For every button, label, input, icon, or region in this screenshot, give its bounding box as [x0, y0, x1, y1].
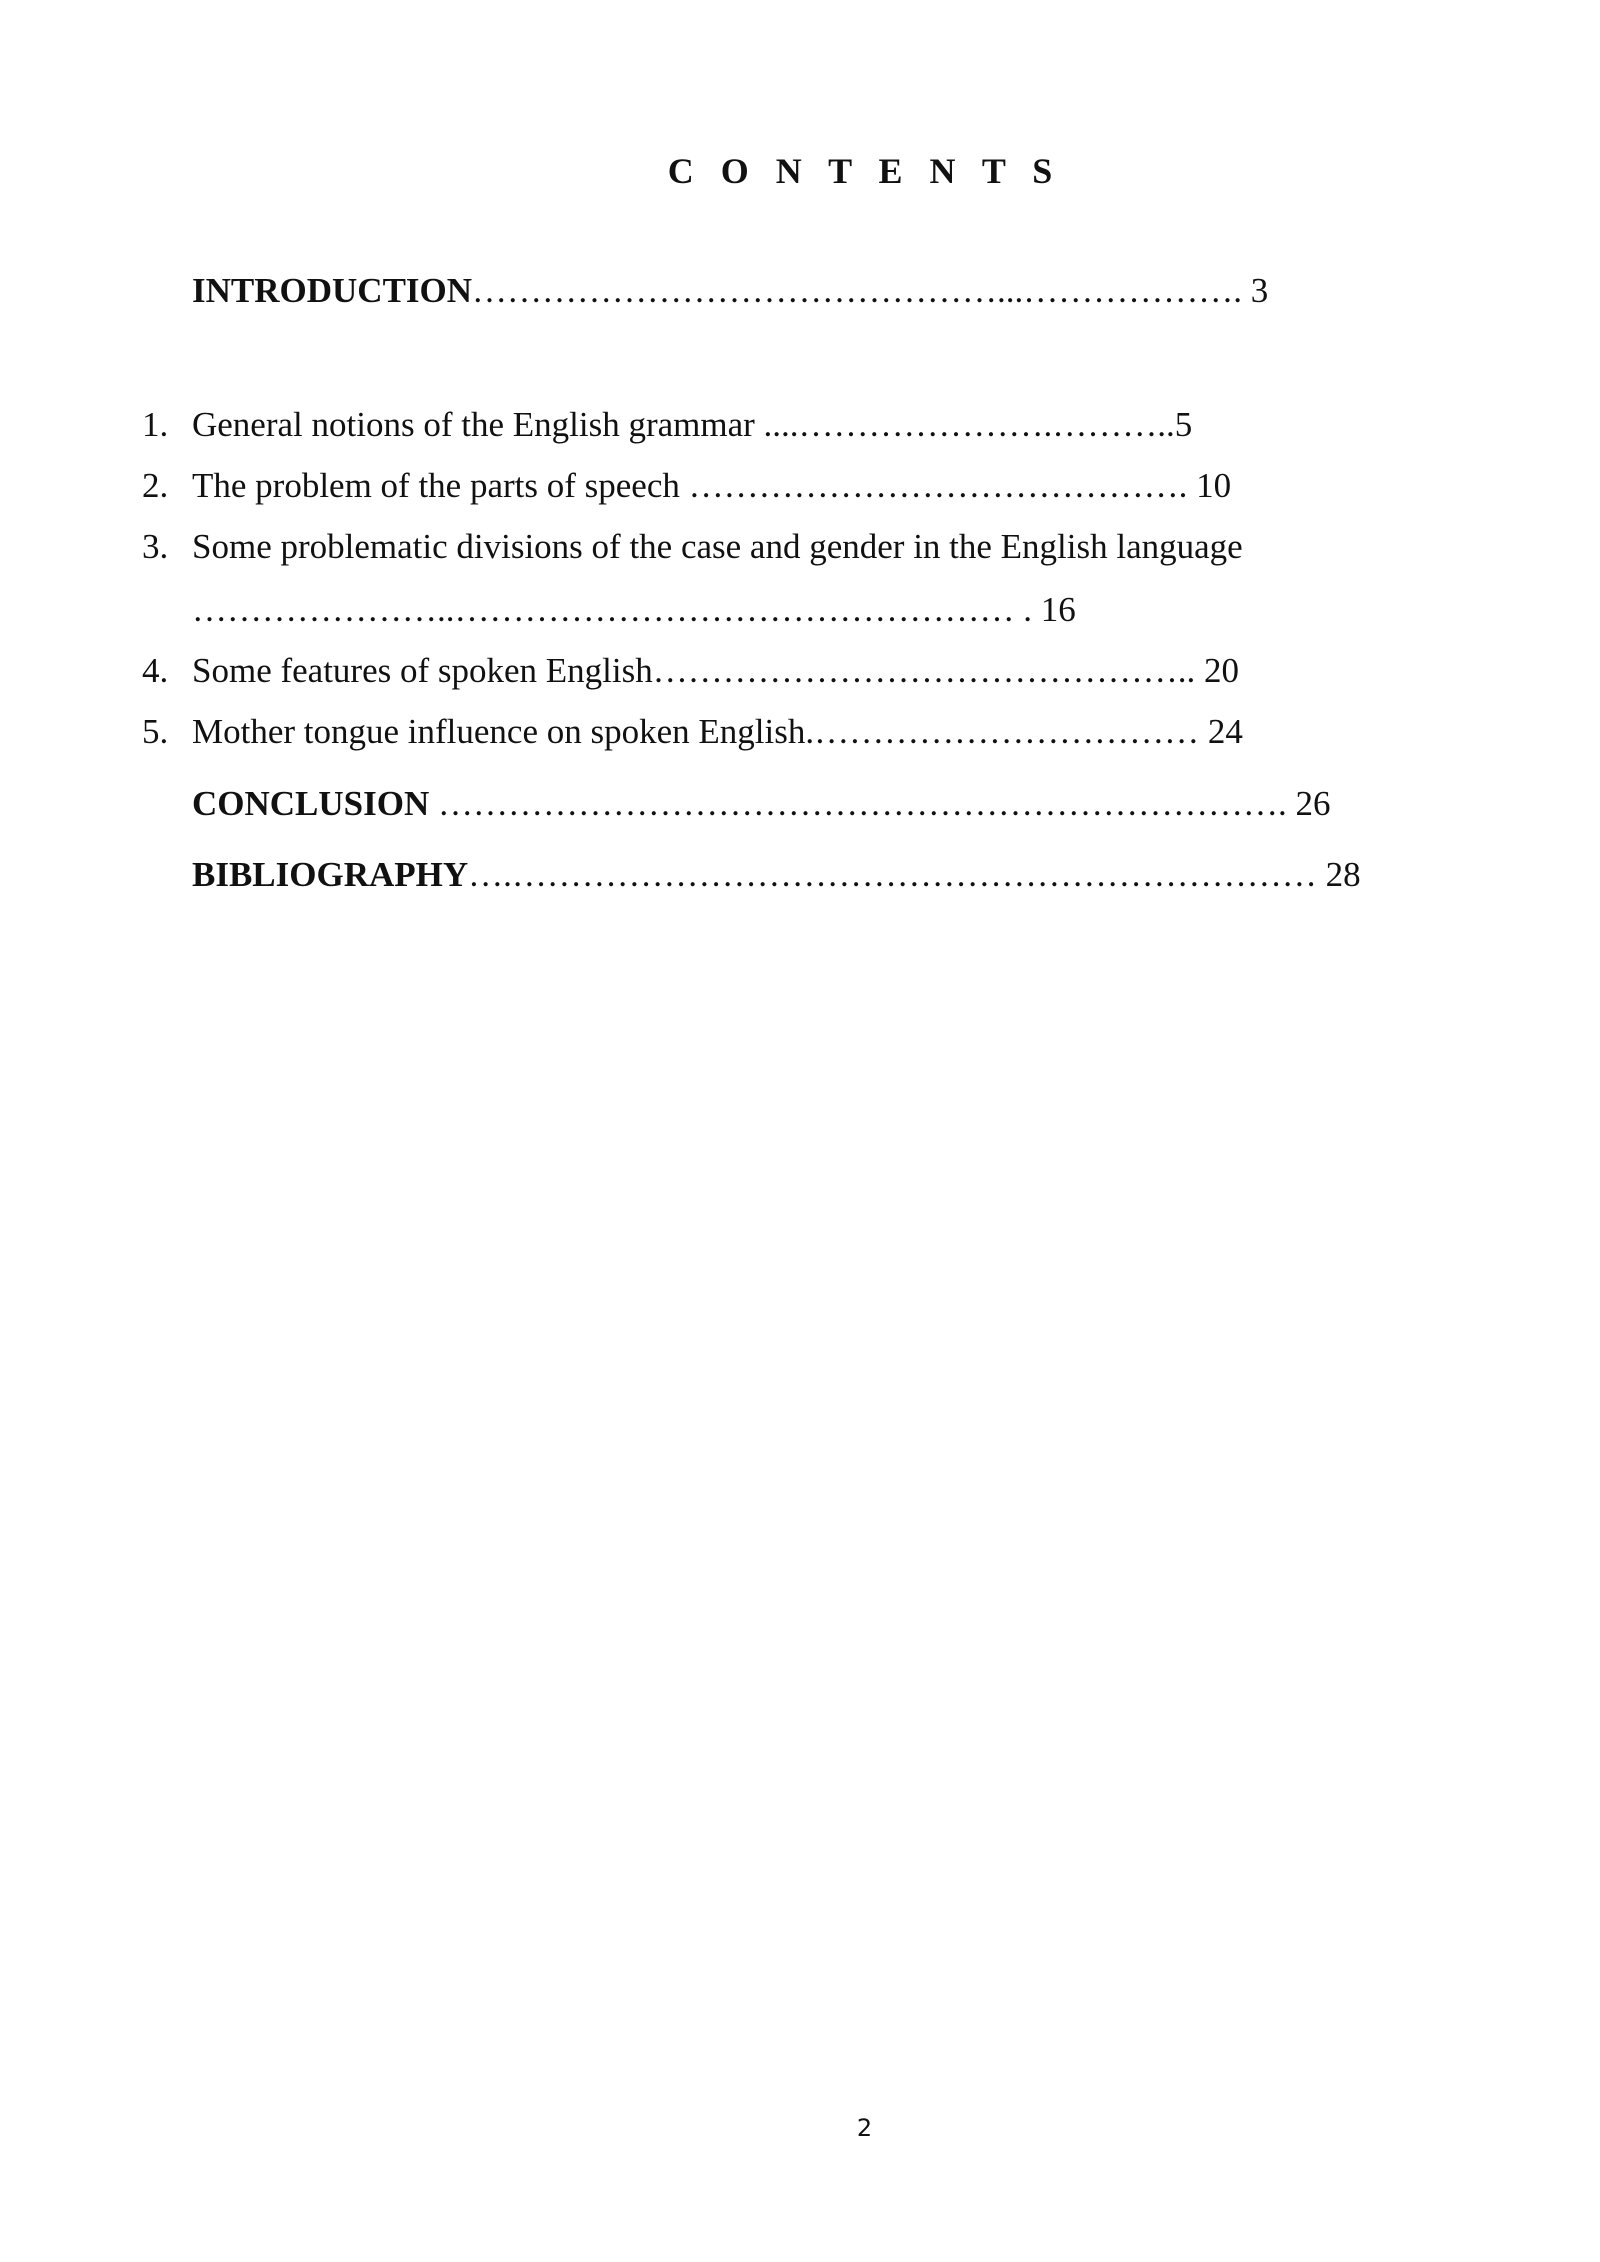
toc-entry-1[interactable]: [142, 403, 1193, 447]
toc-entry-3-continuation[interactable]: [192, 588, 1076, 632]
toc-item-number: 2.: [142, 466, 169, 505]
toc-entry-bibliography[interactable]: [192, 853, 1361, 897]
toc-item-title: Some problematic divisions of the case and gender in the English language: [192, 527, 1243, 566]
toc-leader: ……………………………………………………………….: [429, 784, 1287, 823]
toc-page-number: 16: [1032, 590, 1076, 629]
toc-label-introduction: INTRODUCTION: [192, 271, 473, 310]
toc-leader: …………………..………………………………………… .: [192, 590, 1032, 629]
toc-entry-2[interactable]: [142, 464, 1232, 508]
toc-leader: ……………………………: [814, 712, 1200, 751]
toc-item-title: General notions of the English grammar ...: [192, 405, 790, 444]
toc-entry-3[interactable]: [142, 525, 1243, 569]
toc-item-title: Mother tongue influence on spoken English.: [192, 712, 815, 751]
toc-page-number: 10: [1187, 466, 1232, 505]
toc-label-bibliography: BIBLIOGRAPHY: [192, 855, 469, 894]
toc-leader: …………………………………….: [688, 466, 1188, 505]
toc-page-number: 20: [1195, 651, 1239, 690]
contents-title: C O N T E N T S: [667, 151, 1062, 191]
toc-leader: .………………….……….: [789, 405, 1167, 444]
toc-item-title: The problem of the parts of speech: [192, 466, 689, 505]
toc-label-conclusion: CONCLUSION: [192, 784, 430, 823]
toc-page-number: .5: [1166, 405, 1193, 444]
toc-leader: ………………………………………...……………….: [472, 271, 1243, 310]
page-number: 2: [856, 2114, 873, 2142]
toc-entry-4[interactable]: [142, 649, 1239, 693]
toc-entry-conclusion[interactable]: [192, 782, 1331, 826]
toc-page-number: 26: [1286, 784, 1331, 823]
toc-entry-introduction[interactable]: [192, 269, 1268, 313]
toc-item-number: 5.: [142, 712, 169, 751]
toc-item-number: 4.: [142, 651, 169, 690]
toc-page-number: 28: [1316, 855, 1361, 894]
toc-item-number: 3.: [142, 527, 169, 566]
toc-leader: ………………………………………..: [652, 651, 1196, 690]
toc-entry-5[interactable]: [142, 710, 1243, 754]
toc-item-number: 1.: [142, 405, 169, 444]
toc-item-title: Some features of spoken English: [192, 651, 653, 690]
toc-page-number: 24: [1199, 712, 1243, 751]
toc-leader: ….……………………………………………………………: [468, 855, 1317, 894]
toc-page-number: 3: [1242, 271, 1269, 310]
